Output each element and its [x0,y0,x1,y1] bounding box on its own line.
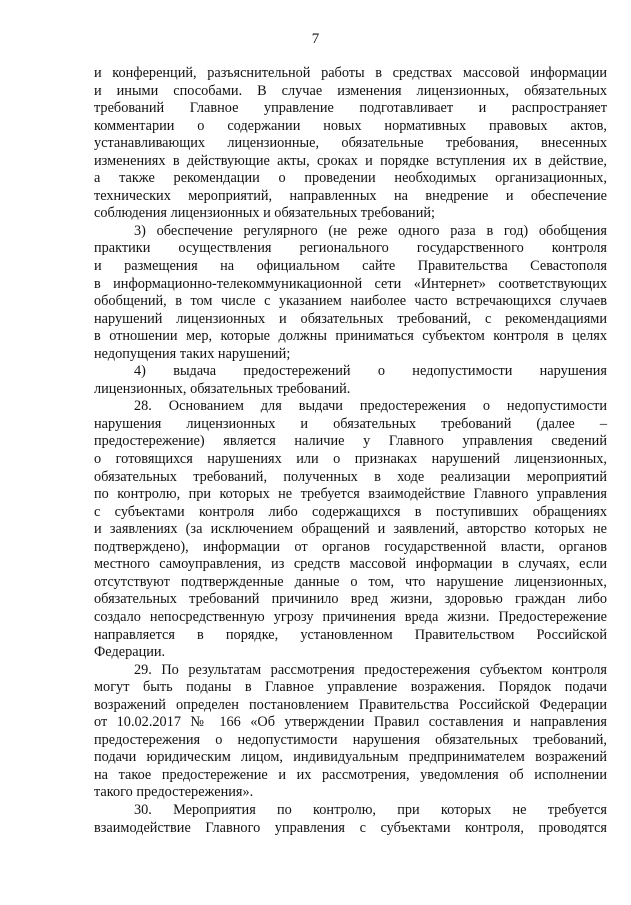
text-line: комментарии о содержании новых нормативных правовых актов, [94,117,607,134]
text-line: отсутствуют подтвержденные данные о том, что нарушение лицензионных, [94,573,607,590]
text-line: а также рекомендации о проведении необходимых организационных, [94,170,607,187]
text-line: возражений определен постановлением Правительства Российской Федерации [94,696,607,713]
text-line: устанавливающих лицензионные, обязательные требования, внесенных [94,135,607,152]
text-line: Федерации. [94,644,166,661]
page-number: 7 [311,31,320,47]
text-line: практики осуществления регионального государственного контроля [94,240,607,257]
text-line: и иными способами. В случае изменения лицензионных, обязательных [94,82,607,99]
paragraph-point-28 [94,398,607,661]
text-line: 29. По результатам рассмотрения предостережения субъектом контроля [134,661,607,678]
text-line: подачи юридическим лицом, индивидуальным предпринимателем возражений [94,749,607,766]
text-line: по контролю, при которых не требуется взаимодействие Главного управления [94,486,607,503]
text-line: подтверждено), информации от органов государственной власти, органов [94,538,607,555]
text-line: в отношении мер, которые должны приниматься субъектом контроля в целях [94,328,607,345]
text-line: нарушения лицензионных и обязательных требований (далее – [94,415,607,432]
text-line: создало непосредственную угрозу причинения вреда жизни. Предостережение [94,608,607,625]
text-line: обобщений, в том числе с указанием наиболее часто встречающихся случаев [94,293,607,310]
document-body [94,65,607,837]
text-line: недопущения таких нарушений; [94,345,291,362]
text-line: и заявлениях (за исключением обращений и заявлений, авторство которых не [94,521,607,538]
text-line: о готовящихся нарушениях или о признаках нарушений лицензионных, [94,451,607,468]
paragraph-item-4 [94,363,607,398]
paragraph-point-29 [94,662,607,802]
text-line: такого предостережения». [94,784,254,801]
text-line: взаимодействие Главного управления с субъектами контроля, проводятся [94,819,607,836]
text-line: требований Главное управление подготавливает и распространяет [94,100,607,117]
text-line: 3) обеспечение регулярного (не реже одного раза в год) обобщения [134,222,607,239]
text-line: изменениях в действующие акты, сроках и порядке вступления их в действие, [94,152,607,169]
text-line: 4) выдача предостережений о недопустимости нарушения [134,363,607,380]
text-line: соблюдения лицензионных и обязательных требований; [94,205,435,222]
text-line: предостережения о недопустимости нарушения обязательных требований, [94,731,607,748]
text-line: могут быть поданы в Главное управление возражения. Порядок подачи [94,679,607,696]
paragraph-item-3 [94,223,607,363]
text-line: в информационно-телекоммуникационной сети «Интернет» соответствующих [94,275,607,292]
text-line: предостережение) является наличие у Главного управления сведений [94,433,607,450]
text-line: 28. Основанием для выдачи предостережения о недопустимости [134,398,607,415]
text-line: и конференций, разъяснительной работы в средствах массовой информации [94,65,607,81]
text-line: обязательных требований причинило вред жизни, здоровью граждан либо [94,591,607,608]
text-line: направляется в порядке, установленном Правительством Российской [94,626,607,643]
text-line: обязательных требований, полученных в ходе реализации мероприятий [94,468,607,485]
text-line: от 10.02.2017 № 166 «Об утверждении Правил составления и направления [94,714,607,731]
text-line: местного самоуправления, из средств массовой информации в случаях, если [94,556,607,573]
paragraph-continuation [94,65,607,223]
text-line: технических мероприятий, направленных на внедрение и обеспечение [94,187,607,204]
text-line: на такое предостережение и их рассмотрения, уведомления об исполнении [94,766,607,783]
text-line: лицензионных, обязательных требований. [94,380,351,397]
text-line: нарушений лицензионных и обязательных требований, с рекомендациями [94,310,607,327]
text-line: и размещения на официальном сайте Правительства Севастополя [94,258,607,275]
text-line: с субъектами контроля либо содержащихся в поступивших обращениях [94,503,607,520]
paragraph-point-30 [94,802,607,837]
text-line: 30. Мероприятия по контролю, при которых не требуется [134,801,607,818]
